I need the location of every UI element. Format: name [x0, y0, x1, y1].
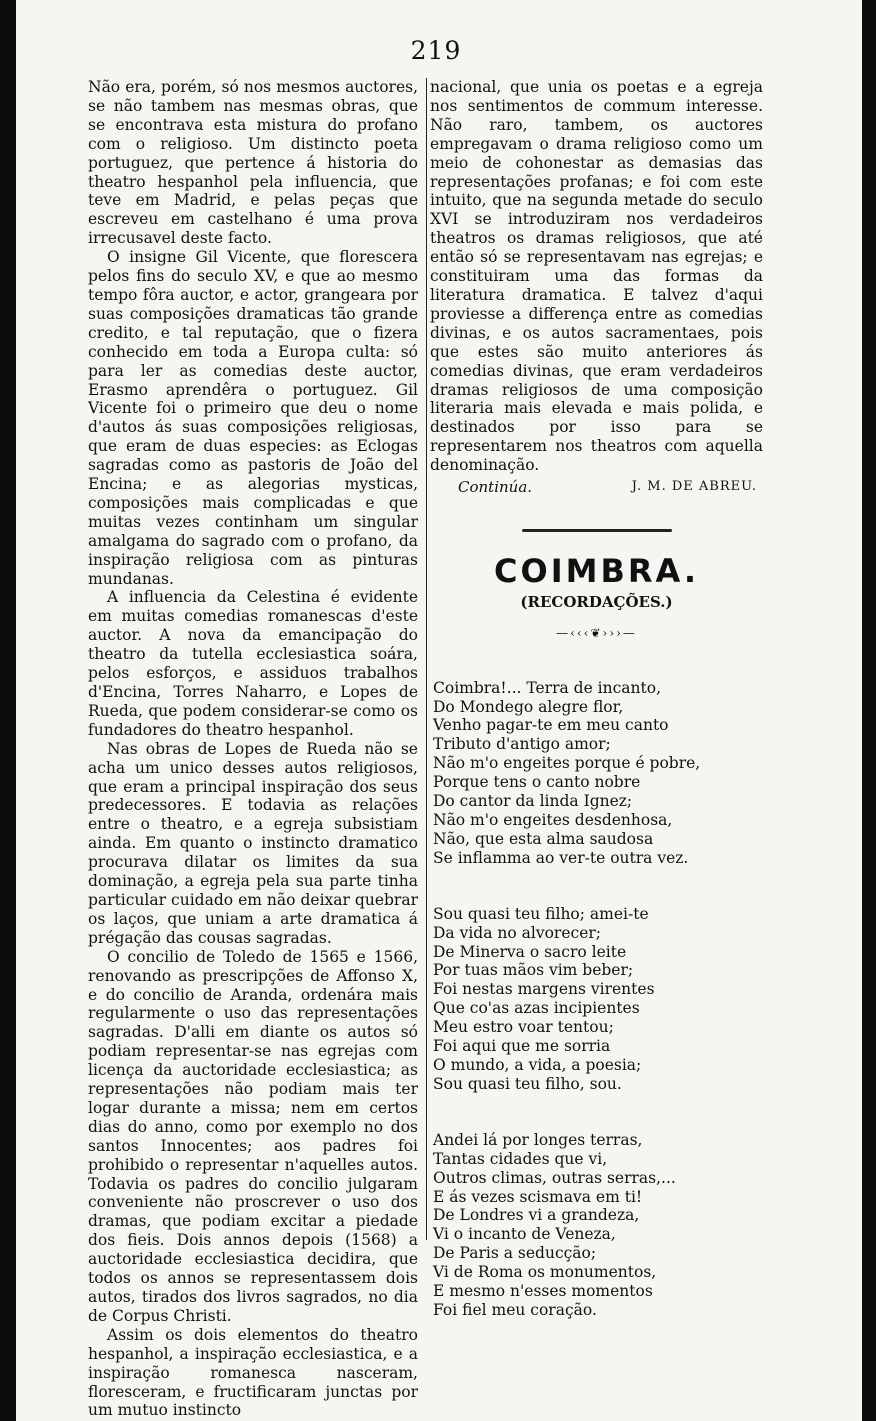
- section-rule: [522, 529, 672, 532]
- paragraph: O concilio de Toledo de 1565 e 1566, renovando as prescripções de Affonso X, e do concilio de Aranda, ordenára mais regularmente o uso das representações sagradas. D'alli em diante os autos só podiam representar-se nas egrejas com licença da auctoridade ecclesiastica; as representações não podiam mais ter logar durante a missa; nem em certos dias do anno, como por exemplo no dos santos Innocentes; aos padres foi prohibido o representar n'aquelles autos. Todavia os padres do concilio julgaram conveniente não proscrever o uso dos dramas, que podiam excitar a piedade dos fieis. Dois annos depois (1568) a auctoridade ecclesiastica decidira, que todos os annos se representassem dois autos, tirados dos livros sagrados, no dia de Corpus Christi.: [88, 947, 418, 1325]
- verse-line: Meu estro voar tentou;: [433, 1018, 614, 1037]
- verse-line: Do cantor da linda Ignez;: [433, 792, 633, 811]
- stanza: [433, 905, 763, 1094]
- verse-line: De Paris a seducção;: [433, 1244, 597, 1263]
- continua-label: Continúa.: [458, 478, 533, 497]
- right-column: [430, 78, 763, 1320]
- paragraph: Nas obras de Lopes de Rueda não se acha um unico desses autos religiosos, que eram a principal inspiração dos seus predecessores. E todavia as relações entre o theatro, e a egreja subsistiam ainda. Em quanto o instincto dramatico procurava dilatar os limites da sua dominação, a egreja pela sua parte tinha particular cuidado em não deixar quebrar os laços, que uniam a arte dramatica á prégação das cousas sagradas.: [88, 739, 418, 947]
- signature-line: [430, 478, 763, 497]
- verse-line: E ás vezes scismava em ti!: [433, 1187, 643, 1206]
- verse-line: Não m'o engeites porque é pobre,: [433, 754, 701, 773]
- verse-line: Foi fiel meu coração.: [433, 1300, 597, 1319]
- author-name: J. M. DE ABREU.: [631, 479, 757, 495]
- verse-line: De Londres vi a grandeza,: [433, 1206, 640, 1225]
- verse-line: Venho pagar-te em meu canto: [433, 716, 669, 735]
- paragraph: Não era, porém, só nos mesmos auctores, se não tambem nas mesmas obras, que se encontrava esta mistura do profano com o religioso. Um distincto poeta portuguez, que pertence á historia do theatro hespanhol pela influencia, que teve em Madrid, e pelas peças que escreveu em castelhano é uma prova irrecusavel deste facto.: [88, 78, 418, 248]
- column-divider: [426, 78, 427, 1240]
- verse-line: Do Mondego alegre flor,: [433, 697, 624, 716]
- paragraph: nacional, que unia os poetas e a egreja nos sentimentos de commum interesse. Não raro, tambem, os auctores empregavam o drama religioso como um meio de cohonestar as demasias das representações profanas; e foi com este intuito, que na segunda metade do seculo XVI se introduziram nos verdadeiros theatros os dramas religiosos, que até então só se representavam nas egrejas; e constituiram uma das formas da literatura dramatica. E talvez d'aqui proviesse a differença entre as comedias divinas, e os autos sacramentaes, pois que estes são muito anteriores ás comedias divinas, que eram verdadeiros dramas religiosos de uma composição literaria mais elevada e mais polida, e destinados por isso para se representarem nos theatros com aquella denominação.: [430, 78, 763, 475]
- verse-line: Foi nestas margens virentes: [433, 980, 655, 999]
- paragraph: A influencia da Celestina é evidente em muitas comedias romanescas d'este auctor. A nova da emancipação do theatro da tutella ecclesiastica soára, pelos esforços, e assiduos trabalhos d'Encina, Torres Naharro, e Lopes de Rueda, que podem considerar-se como os fundadores do theatro hespanhol.: [88, 588, 418, 739]
- verse-line: Porque tens o canto nobre: [433, 773, 641, 792]
- page: [16, 0, 862, 1421]
- verse-line: Tributo d'antigo amor;: [433, 735, 611, 754]
- verse-line: Não m'o engeites desdenhosa,: [433, 811, 673, 829]
- stanza: [433, 1131, 763, 1320]
- verse-line: Andei lá por longes terras,: [433, 1130, 643, 1149]
- verse-line: Coimbra!... Terra de incanto,: [433, 678, 662, 697]
- left-column: [88, 78, 418, 1420]
- verse-line: De Minerva o sacro leite: [433, 942, 627, 961]
- verse-line: Não, que esta alma saudosa: [433, 829, 654, 848]
- verse-line: Por tuas mãos vim beber;: [433, 961, 634, 980]
- verse-line: Foi aqui que me sorria: [433, 1037, 611, 1056]
- verse-line: Outros climas, outras serras,...: [433, 1168, 676, 1187]
- verse-line: Da vida no alvorecer;: [433, 923, 601, 942]
- verse-line: O mundo, a vida, a poesia;: [433, 1055, 642, 1074]
- poem-title: COIMBRA.: [494, 551, 699, 590]
- verse-line: Se inflamma ao ver-te outra vez.: [433, 848, 689, 867]
- page-number: 219: [410, 36, 462, 65]
- paragraph: O insigne Gil Vicente, que florescera pelos fins do seculo XV, e que ao mesmo tempo fôra auctor, e actor, grangeara por suas composições dramaticas tão grande credito, e tal reputação, que o fizera conhecido em toda a Europa culta: só para ler as comedias deste auctor, Erasmo aprendêra o portuguez. Gil Vicente foi o primeiro que deu o nome d'autos ás suas composições religiosas, que eram de duas especies: as Eclogas sagradas como as pastoris de João del Encina; e as alegorias mysticas, composições mais complicadas e que muitas vezes continham um singular amalgama do sagrado com o profano, da inspiração religiosa com as pinturas mundanas.: [88, 248, 418, 588]
- verse-line: Que co'as azas incipientes: [433, 999, 640, 1018]
- verse-line: Tantas cidades que vi,: [433, 1149, 608, 1168]
- verse-line: Vi o incanto de Veneza,: [433, 1225, 616, 1244]
- ornament-icon: —‹‹‹❦›››—: [556, 625, 637, 640]
- stanza: [433, 679, 763, 868]
- poem-subtitle: (RECORDAÇÕES.): [520, 592, 673, 611]
- verse-line: Vi de Roma os monumentos,: [433, 1263, 657, 1282]
- paragraph: Assim os dois elementos do theatro hespanhol, a inspiração ecclesiastica, e a inspiração romanesca nasceram, floresceram, e fructificaram junctas por um mutuo instincto: [88, 1325, 418, 1420]
- verse-line: Sou quasi teu filho, sou.: [433, 1074, 622, 1093]
- poem: [430, 679, 763, 1320]
- verse-line: Sou quasi teu filho; amei-te: [433, 904, 649, 923]
- verse-line: E mesmo n'esses momentos: [433, 1282, 653, 1301]
